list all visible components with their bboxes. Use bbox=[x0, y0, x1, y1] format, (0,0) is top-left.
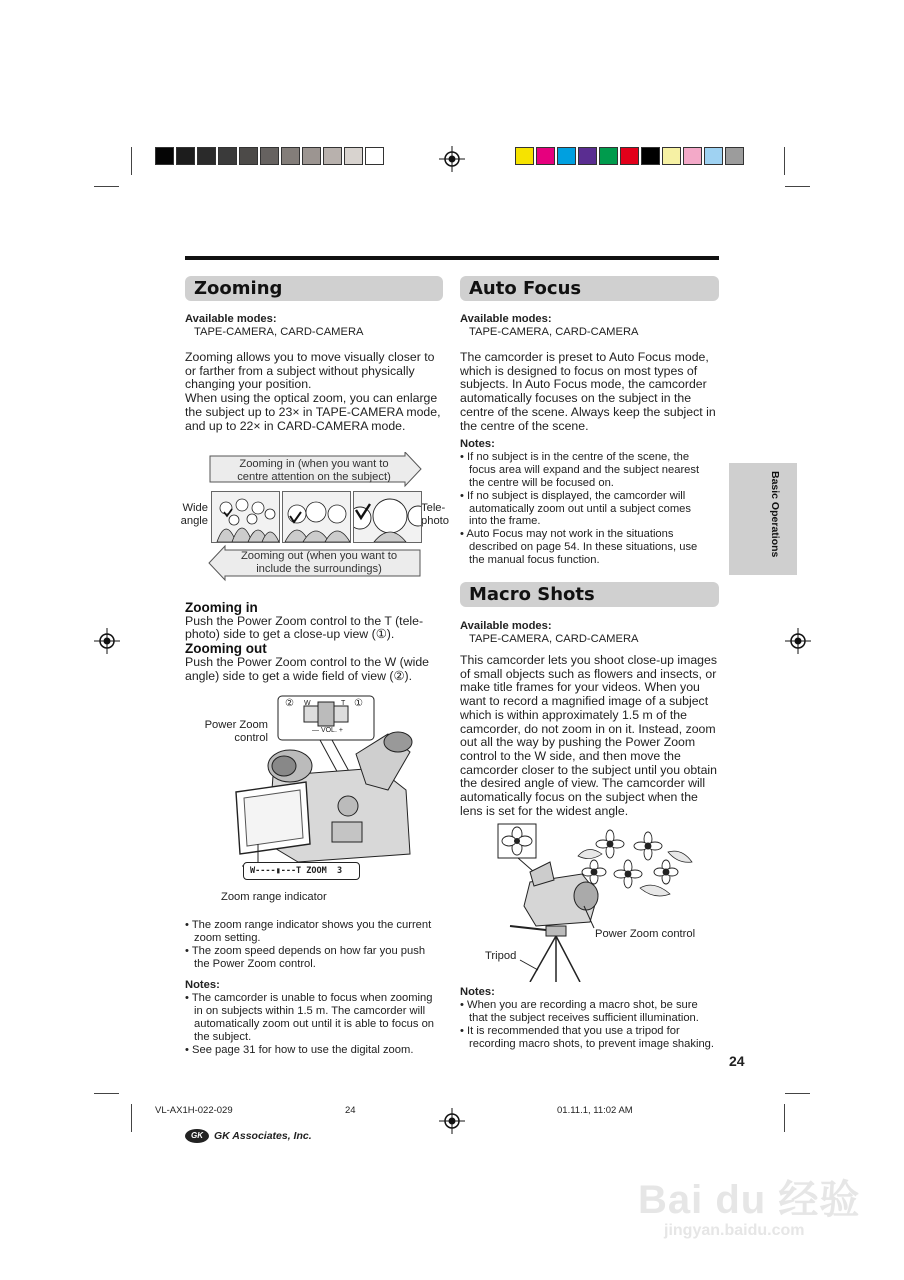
note-line: the manual focus function. bbox=[469, 554, 600, 567]
zoom-out-label bbox=[226, 550, 412, 576]
bullet-line: the Power Zoom control. bbox=[194, 957, 316, 970]
callout-number-1: ① bbox=[354, 698, 363, 709]
macro-intro bbox=[460, 654, 717, 818]
zoom-range-indicator-label: Zoom range indicator bbox=[221, 891, 327, 903]
intro-line: camcorder, do not zoom in on it. Instead, zoom bbox=[460, 721, 716, 736]
intro-line: automatically focus on the subject when the bbox=[460, 790, 698, 805]
bullet-item bbox=[185, 919, 431, 945]
intro-line: centre of the scene. Always keep the subject in bbox=[460, 404, 716, 419]
registration-mark-icon bbox=[439, 1108, 465, 1134]
baidu-watermark: Bai du 经验 bbox=[638, 1178, 861, 1222]
color-swatch bbox=[176, 147, 195, 165]
color-swatch bbox=[620, 147, 639, 165]
modes-label: Available modes: bbox=[460, 620, 552, 632]
macro-tripod-illustration bbox=[490, 822, 705, 982]
intro-line: automatically focuses on the subject in the bbox=[460, 391, 692, 406]
note-line: described on page 54. In these situations, use bbox=[469, 541, 698, 554]
gk-logo-icon: GK bbox=[185, 1129, 209, 1143]
zoom-in-label-line: Zooming in (when you want to bbox=[239, 458, 389, 470]
note-line: into the frame. bbox=[469, 515, 541, 528]
note-line: the centre will be focused on. bbox=[469, 476, 614, 489]
intro-line: camcorder closer to the subject until you obtain bbox=[460, 762, 718, 777]
intro-line: which is designed to focus on most types of bbox=[460, 363, 698, 378]
zooming-notes bbox=[185, 979, 434, 1056]
intro-line: control to the W side, and then move the bbox=[460, 748, 681, 763]
zoom-in-heading: Zooming in bbox=[185, 600, 258, 615]
telephoto-label bbox=[421, 502, 449, 528]
color-swatch bbox=[197, 147, 216, 165]
intro-line: changing your position. bbox=[185, 377, 312, 392]
intro-line: the desired angle of view. The camcorder will bbox=[460, 776, 706, 791]
zooming-intro bbox=[185, 351, 441, 433]
note-line: • If no subject is displayed, the camcorder will bbox=[460, 489, 686, 502]
zoom-in-label-line: centre attention on the subject) bbox=[237, 470, 391, 483]
zoom-in-text: Push the Power Zoom control to the T (tele- bbox=[185, 613, 424, 628]
notes-label: Notes: bbox=[185, 979, 220, 991]
macro-modes bbox=[460, 620, 638, 646]
note-line: focus area will expand and the subject nearest bbox=[469, 463, 700, 476]
note-line: • It is recommended that you use a tripod for bbox=[460, 1024, 680, 1037]
zoom-out-label-line: include the surroundings) bbox=[256, 562, 382, 575]
macro-heading: Macro Shots bbox=[460, 582, 719, 607]
color-swatch bbox=[641, 147, 660, 165]
section-side-tab bbox=[729, 463, 797, 575]
baidu-watermark-url: jingyan.baidu.com bbox=[664, 1222, 805, 1239]
bullet-line: • The zoom range indicator shows you the current bbox=[185, 919, 432, 931]
wide-angle-label bbox=[180, 502, 208, 528]
color-swatch bbox=[725, 147, 744, 165]
intro-line: lens is set for the widest angle. bbox=[460, 803, 629, 818]
color-swatch bbox=[344, 147, 363, 165]
color-swatch bbox=[302, 147, 321, 165]
side-tab-label: Basic Operations bbox=[769, 471, 781, 558]
note-line: • Auto Focus may not work in the situations bbox=[460, 528, 674, 541]
note-line: • If no subject is in the centre of the scene, the bbox=[460, 450, 690, 463]
intro-line: which is within approximately 1.5 m of the bbox=[460, 707, 687, 722]
color-swatch bbox=[239, 147, 258, 165]
wide-angle-photo bbox=[211, 491, 280, 543]
color-swatch bbox=[515, 147, 534, 165]
tele-label-line: Tele- bbox=[421, 502, 446, 514]
note-line: automatically zoom out until a subject comes bbox=[469, 502, 691, 515]
color-swatch bbox=[557, 147, 576, 165]
zoom-out-text: Push the Power Zoom control to the W (wide bbox=[185, 654, 429, 669]
telephoto-photo bbox=[353, 491, 422, 543]
zooming-bullets bbox=[185, 919, 431, 971]
intro-line: want to record a magnified image of a subject bbox=[460, 694, 709, 709]
mid-zoom-photo bbox=[282, 491, 351, 543]
zoom-in-label bbox=[222, 458, 406, 484]
zoom-in-section bbox=[185, 601, 429, 683]
bullet-line: • The zoom speed depends on how far you push bbox=[185, 944, 426, 957]
auto-focus-heading: Auto Focus bbox=[460, 276, 719, 301]
note-line: • The camcorder is unable to focus when zooming bbox=[185, 991, 433, 1004]
notes-label: Notes: bbox=[460, 986, 495, 998]
intro-line: The camcorder is preset to Auto Focus mode, bbox=[460, 350, 709, 364]
modes-label: Available modes: bbox=[185, 313, 277, 325]
color-swatch bbox=[662, 147, 681, 165]
intro-line: and up to 22× in CARD-CAMERA mode. bbox=[185, 418, 406, 433]
registration-mark-icon bbox=[785, 628, 811, 654]
tripod-label: Tripod bbox=[485, 950, 517, 962]
intro-line: out all the way by pushing the Power Zoom bbox=[460, 735, 696, 750]
note-line: • See page 31 for how to use the digital zoom. bbox=[185, 1043, 414, 1056]
registration-mark-icon bbox=[439, 146, 465, 172]
modes-value: TAPE-CAMERA, CARD-CAMERA bbox=[194, 325, 364, 338]
callout-number-2: ② bbox=[285, 698, 294, 709]
color-swatch bbox=[704, 147, 723, 165]
note-line: • When you are recording a macro shot, be sure bbox=[460, 998, 698, 1011]
color-swatch bbox=[155, 147, 174, 165]
notes-label: Notes: bbox=[460, 438, 495, 450]
bullet-item bbox=[185, 945, 431, 971]
note-line: automatically zoom out until it is able to focus on bbox=[194, 1017, 435, 1030]
color-swatch bbox=[281, 147, 300, 165]
zoom-out-label-line: Zooming out (when you want to bbox=[240, 550, 398, 562]
color-swatch bbox=[365, 147, 384, 165]
modes-value: TAPE-CAMERA, CARD-CAMERA bbox=[469, 632, 639, 645]
wide-label-line: Wide bbox=[182, 502, 208, 514]
intro-line: the subject up to 23× in TAPE-CAMERA mode, bbox=[185, 404, 441, 419]
footer-page: 24 bbox=[345, 1105, 356, 1116]
color-swatch bbox=[599, 147, 618, 165]
modes-label: Available modes: bbox=[460, 313, 552, 325]
switch-t-label: T bbox=[341, 700, 346, 707]
intro-line: or farther from a subject without physically bbox=[185, 363, 415, 378]
switch-vol-label: — VOL. + bbox=[312, 727, 343, 734]
intro-line: of small objects such as flowers and insects, or bbox=[460, 666, 717, 681]
color-swatch bbox=[323, 147, 342, 165]
power-zoom-label bbox=[198, 719, 268, 745]
note-line: that the subject receives sufficient illumination. bbox=[469, 1011, 699, 1024]
footer-file: VL-AX1H-022-029 bbox=[155, 1105, 233, 1116]
zoom-out-text: angle) side to get a wide field of view (②). bbox=[185, 668, 413, 683]
zoom-out-heading: Zooming out bbox=[185, 641, 267, 657]
note-line: recording macro shots, to prevent image shaking. bbox=[469, 1037, 715, 1050]
switch-w-label: W bbox=[304, 700, 311, 707]
page-number: 24 bbox=[729, 1053, 745, 1069]
color-swatch bbox=[536, 147, 555, 165]
color-swatch bbox=[218, 147, 237, 165]
intro-line: Zooming allows you to move visually closer to bbox=[185, 350, 435, 364]
intro-line: the centre of the scene. bbox=[460, 418, 589, 433]
color-swatch bbox=[260, 147, 279, 165]
zoom-range-indicator: W----▮---T ZOOM 3 bbox=[243, 862, 360, 880]
intro-line: When using the optical zoom, you can enlarge bbox=[185, 391, 438, 406]
macro-zoom-label: Power Zoom control bbox=[595, 928, 696, 940]
zoom-in-text: photo) side to get a close-up view (①). bbox=[185, 627, 395, 642]
footer-date: 01.11.1, 11:02 AM bbox=[557, 1105, 633, 1116]
bullet-line: zoom setting. bbox=[194, 931, 261, 944]
color-swatch bbox=[578, 147, 597, 165]
intro-line: subjects. In Auto Focus mode, the camcorder bbox=[460, 377, 707, 392]
intro-line: This camcorder lets you shoot close-up images bbox=[460, 653, 717, 667]
power-zoom-label-line: control bbox=[234, 731, 268, 744]
registration-mark-icon bbox=[94, 628, 120, 654]
note-line: in on subjects within 1.5 m. The camcorder will bbox=[194, 1004, 426, 1017]
auto-focus-intro bbox=[460, 351, 716, 433]
zooming-heading: Zooming bbox=[185, 276, 443, 301]
macro-notes bbox=[460, 986, 714, 1051]
footer-company: GK Associates, Inc. bbox=[214, 1130, 312, 1142]
wide-label-line: angle bbox=[180, 514, 208, 527]
top-rule bbox=[185, 256, 719, 260]
power-zoom-label-line: Power Zoom bbox=[204, 719, 268, 731]
zooming-modes bbox=[185, 313, 363, 339]
tele-label-line: photo bbox=[421, 514, 449, 527]
modes-value: TAPE-CAMERA, CARD-CAMERA bbox=[469, 325, 639, 338]
note-line: the subject. bbox=[194, 1030, 252, 1043]
auto-focus-notes bbox=[460, 438, 699, 567]
auto-focus-modes bbox=[460, 313, 638, 339]
color-swatch bbox=[683, 147, 702, 165]
intro-line: make title frames for your videos. When you bbox=[460, 680, 700, 695]
